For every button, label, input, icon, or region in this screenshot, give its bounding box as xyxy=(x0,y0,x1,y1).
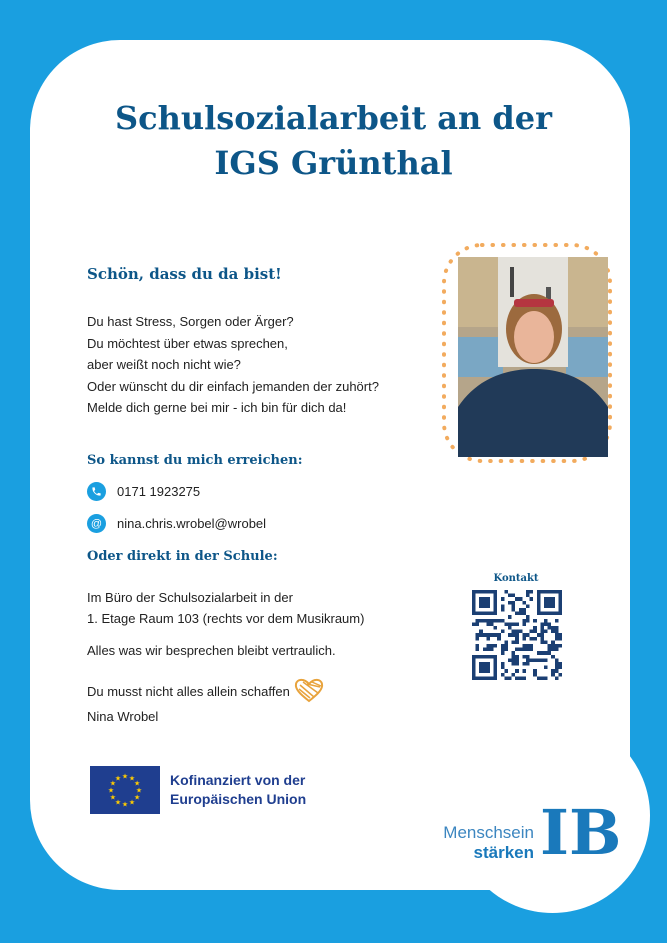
eu-star-icon: ★ xyxy=(109,794,117,802)
eu-star-icon: ★ xyxy=(128,775,136,783)
title-line-2: IGS Grünthal xyxy=(214,144,453,182)
phone-row[interactable] xyxy=(87,482,200,501)
phone-icon xyxy=(87,482,106,501)
not-alone-row xyxy=(87,677,324,706)
ib-logo-text: IB xyxy=(540,796,622,869)
eu-star-icon: ★ xyxy=(128,799,136,807)
greeting-heading: Schön, dass du da bist! xyxy=(87,265,282,283)
signature: Nina Wrobel xyxy=(87,709,159,724)
eu-star-icon: ★ xyxy=(107,787,115,795)
ib-slogan xyxy=(436,823,534,863)
not-alone-text: Du musst nicht alles allein schaffen xyxy=(87,684,290,699)
location-line: Im Büro der Schulsozialarbeit in der xyxy=(87,590,293,605)
intro-line: aber weißt noch nicht wie? xyxy=(87,357,241,372)
eu-line: Europäischen Union xyxy=(170,791,307,807)
page-title xyxy=(60,96,607,186)
eu-star-icon: ★ xyxy=(133,794,141,802)
eu-star-icon: ★ xyxy=(109,780,117,788)
ib-logo xyxy=(540,788,622,869)
title-line-1: Schulsozialarbeit an der xyxy=(115,99,552,137)
at-icon: @ xyxy=(87,514,106,533)
eu-star-icon: ★ xyxy=(121,801,129,809)
intro-line: Du möchtest über etwas sprechen, xyxy=(87,335,288,351)
confidential-text: Alles was wir besprechen bleibt vertraulich. xyxy=(87,643,336,658)
intro-line: Du hast Stress, Sorgen oder Ärger? xyxy=(87,314,294,329)
eu-star-icon: ★ xyxy=(135,787,143,795)
school-heading: Oder direkt in der Schule: xyxy=(87,549,278,564)
profile-photo-frame xyxy=(440,241,625,473)
intro-line: Oder wünscht du dir einfach jemanden der zuhört? xyxy=(87,378,379,394)
intro-text xyxy=(87,311,379,419)
eu-funding-text xyxy=(170,771,306,809)
eu-star-icon: ★ xyxy=(114,799,122,807)
eu-star-icon: ★ xyxy=(114,775,122,783)
eu-star-icon: ★ xyxy=(133,780,141,788)
ib-slogan-line: Menschsein xyxy=(443,823,534,842)
reach-heading: So kannst du mich erreichen: xyxy=(87,453,303,468)
qr-code[interactable] xyxy=(472,590,562,680)
phone-number: 0171 1923275 xyxy=(117,484,201,499)
eu-line: Kofinanziert von der xyxy=(170,772,306,788)
location-text xyxy=(87,587,364,629)
eu-flag-icon xyxy=(90,766,160,814)
qr-label: Kontakt xyxy=(493,573,539,584)
intro-line: Melde dich gerne bei mir - ich bin für dich da! xyxy=(87,400,347,415)
ib-slogan-line: stärken xyxy=(473,843,534,862)
eu-star-icon: ★ xyxy=(121,773,129,781)
location-line: 1. Etage Raum 103 (rechts vor dem Musikraum) xyxy=(87,611,365,626)
heart-icon xyxy=(294,677,324,706)
email-row[interactable] xyxy=(87,514,266,533)
email-address: nina.chris.wrobel@wrobel xyxy=(117,516,267,531)
profile-photo xyxy=(458,257,608,457)
